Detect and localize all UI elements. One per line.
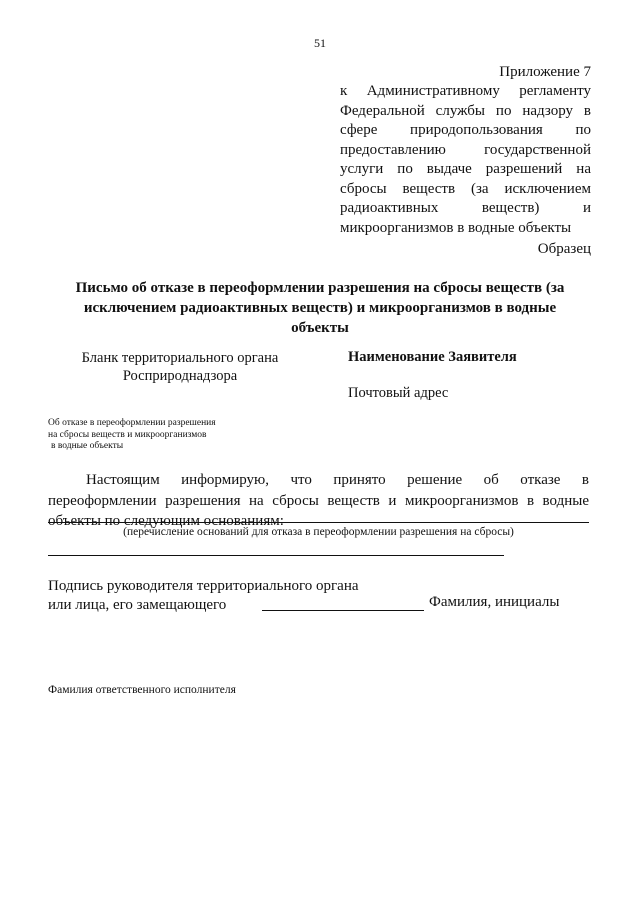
body-line: переоформлении разрешения на сбросы веществ и микроорганизмов в водные xyxy=(48,492,589,509)
appendix-line: сфере природопользования по xyxy=(340,122,591,138)
appendix-line: услуги по выдаче разрешений на xyxy=(340,161,591,177)
appendix-line: предоставлению государственной xyxy=(340,141,591,158)
page-number: 51 xyxy=(314,36,326,50)
letter-title xyxy=(60,278,580,338)
letterhead-line: Росприроднадзора xyxy=(122,368,238,384)
letter-subject xyxy=(48,418,216,453)
applicant-name: Наименование Заявителя xyxy=(348,349,517,365)
letterhead-line: Бланк территориального органа xyxy=(81,350,279,366)
signatory-title-line: или лица, его замещающего xyxy=(48,597,227,613)
letter-title-line: объекты xyxy=(291,320,349,336)
reasons-caption: (перечисление оснований для отказа в переоформлении разрешения на сбросы) xyxy=(123,526,514,538)
signatory-title-line: Подпись руководителя территориального органа xyxy=(48,578,359,594)
executor-label: Фамилия ответственного исполнителя xyxy=(48,684,236,696)
subject-line: Об отказе в переоформлении разрешения xyxy=(48,418,216,428)
postal-address: Почтовый адрес xyxy=(348,385,449,401)
appendix-reference xyxy=(340,82,591,238)
letterhead-placeholder xyxy=(50,349,310,385)
signature-line xyxy=(262,610,424,611)
appendix-line: к Административному регламенту xyxy=(340,83,591,99)
appendix-line: сбросы веществ (за исключением xyxy=(340,180,591,197)
appendix-line: радиоактивных веществ) и xyxy=(340,200,591,216)
sample-label: Образец xyxy=(537,241,591,257)
letter-title-line: Письмо об отказе в переоформлении разрешения на сбросы веществ (за xyxy=(75,280,565,296)
subject-line: в водные объекты xyxy=(51,441,124,451)
reasons-fill-line xyxy=(48,522,589,523)
subject-line: на сбросы веществ и микроорганизмов xyxy=(48,429,207,440)
body-line: Настоящим информирую, что принято решение об отказе в xyxy=(86,472,589,488)
appendix-line: Федеральной службы по надзору в xyxy=(340,102,591,119)
signatory-name-label: Фамилия, инициалы xyxy=(429,594,560,610)
appendix-line: микроорганизмов в водные объекты xyxy=(340,219,572,236)
letter-title-line: исключением радиоактивных веществ) и микроорганизмов в водные xyxy=(83,300,557,316)
reasons-fill-line xyxy=(48,555,504,556)
appendix-title: Приложение 7 xyxy=(499,64,591,80)
body-line: объекты по следующим основаниям: xyxy=(48,513,284,529)
